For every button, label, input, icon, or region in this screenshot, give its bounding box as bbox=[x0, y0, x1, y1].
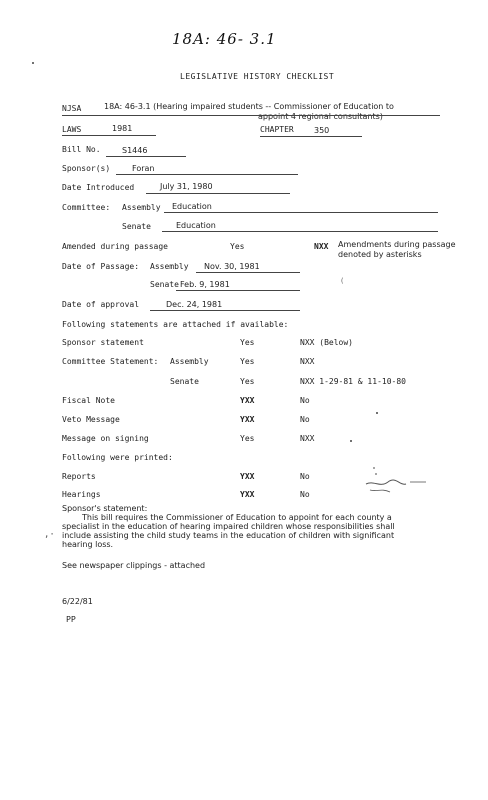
margin-mark bbox=[32, 62, 34, 64]
njsa-value-line1: 18A: 46-3.1 (Hearing impaired students -- Commissioner of Education to bbox=[104, 102, 394, 111]
bill-no-value: S1446 bbox=[122, 146, 148, 155]
fiscal-note-label: Fiscal Note bbox=[62, 396, 115, 405]
scribble-mark bbox=[360, 462, 430, 498]
njsa-value-line2: appoint 4 regional consultants) bbox=[258, 112, 383, 121]
approval-label: Date of approval bbox=[62, 300, 140, 309]
amended-no: NXX bbox=[314, 242, 329, 251]
committee-assembly-label: Assembly bbox=[122, 203, 161, 212]
committee-label: Committee: bbox=[62, 203, 111, 212]
margin-mark: ,· bbox=[44, 530, 55, 540]
handwritten-citation: 18A: 46- 3.1 bbox=[172, 30, 277, 48]
message-signing-yes: Yes bbox=[240, 434, 255, 443]
footer-date: 6/22/81 bbox=[62, 597, 93, 606]
committee-statement-senate-no: NXX 1-29-81 & 11-10-80 bbox=[300, 377, 406, 386]
sponsor-statement-yes: Yes bbox=[240, 338, 255, 347]
clippings-note: See newspaper clippings - attached bbox=[62, 561, 206, 570]
sponsor-label: Sponsor(s) bbox=[62, 164, 111, 173]
committee-statement-label: Committee Statement: bbox=[62, 357, 159, 366]
laws-label: LAWS bbox=[62, 125, 82, 134]
reports-no: No bbox=[300, 472, 310, 481]
veto-message-yes: YXX bbox=[240, 415, 255, 424]
date-introduced-label: Date Introduced bbox=[62, 183, 135, 192]
sponsor-value: Foran bbox=[132, 164, 155, 173]
reports-yes: YXX bbox=[240, 472, 255, 481]
committee-assembly-value: Education bbox=[172, 202, 212, 211]
veto-message-no: No bbox=[300, 415, 310, 424]
committee-statement-assembly-no: NXX bbox=[300, 357, 315, 366]
committee-senate-value: Education bbox=[176, 221, 216, 230]
hearings-yes: YXX bbox=[240, 490, 255, 499]
following-attached: Following statements are attached if available: bbox=[62, 320, 289, 329]
stray-mark: ( bbox=[340, 277, 345, 285]
bill-no-label: Bill No. bbox=[62, 145, 101, 154]
approval-underline bbox=[150, 310, 300, 311]
following-printed: Following were printed: bbox=[62, 453, 173, 462]
laws-underline bbox=[62, 135, 156, 136]
chapter-label: CHAPTER bbox=[260, 125, 294, 134]
passage-label: Date of Passage: bbox=[62, 262, 140, 271]
hearings-no: No bbox=[300, 490, 310, 499]
passage-senate-label: Senate bbox=[150, 280, 179, 289]
sponsor-statement-line4: hearing loss. bbox=[62, 540, 114, 549]
sponsor-statement-line3: include assisting the child study teams in the education of children with significant bbox=[62, 531, 395, 540]
amended-yes: Yes bbox=[230, 242, 245, 251]
footer-initials: PP bbox=[66, 615, 76, 624]
sponsor-statement-line2: specialist in the education of hearing impaired children whose responsibilities shall bbox=[62, 522, 395, 531]
laws-value: 1981 bbox=[112, 124, 133, 133]
passage-assembly-underline bbox=[196, 272, 300, 273]
bill-no-underline bbox=[106, 156, 186, 157]
chapter-value: 350 bbox=[314, 126, 330, 135]
chapter-underline bbox=[260, 136, 362, 137]
hearings-label: Hearings bbox=[62, 490, 101, 499]
amended-label: Amended during passage bbox=[62, 242, 168, 251]
date-introduced-value: July 31, 1980 bbox=[160, 182, 213, 191]
committee-statement-senate-yes: Yes bbox=[240, 377, 255, 386]
passage-assembly-label: Assembly bbox=[150, 262, 189, 271]
committee-statement-assembly-yes: Yes bbox=[240, 357, 255, 366]
sponsor-statement-line1: This bill requires the Commissioner of Education to appoint for each county a bbox=[82, 513, 392, 522]
sponsor-underline bbox=[116, 174, 298, 175]
committee-assembly-underline bbox=[164, 212, 438, 213]
veto-message-label: Veto Message bbox=[62, 415, 120, 424]
sponsor-statement-label: Sponsor statement bbox=[62, 338, 144, 347]
committee-senate-underline bbox=[162, 231, 438, 232]
passage-senate-value: Feb. 9, 1981 bbox=[180, 280, 230, 289]
njsa-label: NJSA bbox=[62, 104, 82, 113]
sponsor-statement-no: NXX (Below) bbox=[300, 338, 353, 347]
message-signing-label: Message on signing bbox=[62, 434, 149, 443]
passage-senate-underline bbox=[176, 290, 300, 291]
amended-note-line1: Amendments during passage bbox=[338, 240, 456, 249]
passage-assembly-value: Nov. 30, 1981 bbox=[204, 262, 260, 271]
page-title: LEGISLATIVE HISTORY CHECKLIST bbox=[180, 72, 335, 81]
fiscal-note-no: No bbox=[300, 396, 310, 405]
date-introduced-underline bbox=[146, 193, 290, 194]
message-signing-no: NXX bbox=[300, 434, 315, 443]
approval-value: Dec. 24, 1981 bbox=[166, 300, 223, 309]
committee-senate-label: Senate bbox=[122, 222, 151, 231]
amended-note-line2: denoted by asterisks bbox=[338, 250, 422, 259]
committee-statement-senate-label: Senate bbox=[170, 377, 199, 386]
fiscal-note-yes: YXX bbox=[240, 396, 255, 405]
stray-dot bbox=[350, 440, 352, 442]
sponsor-statement-heading: Sponsor's statement: bbox=[62, 504, 148, 513]
stray-dot bbox=[376, 412, 378, 414]
committee-statement-assembly-label: Assembly bbox=[170, 357, 209, 366]
njsa-underline bbox=[62, 115, 440, 116]
reports-label: Reports bbox=[62, 472, 96, 481]
